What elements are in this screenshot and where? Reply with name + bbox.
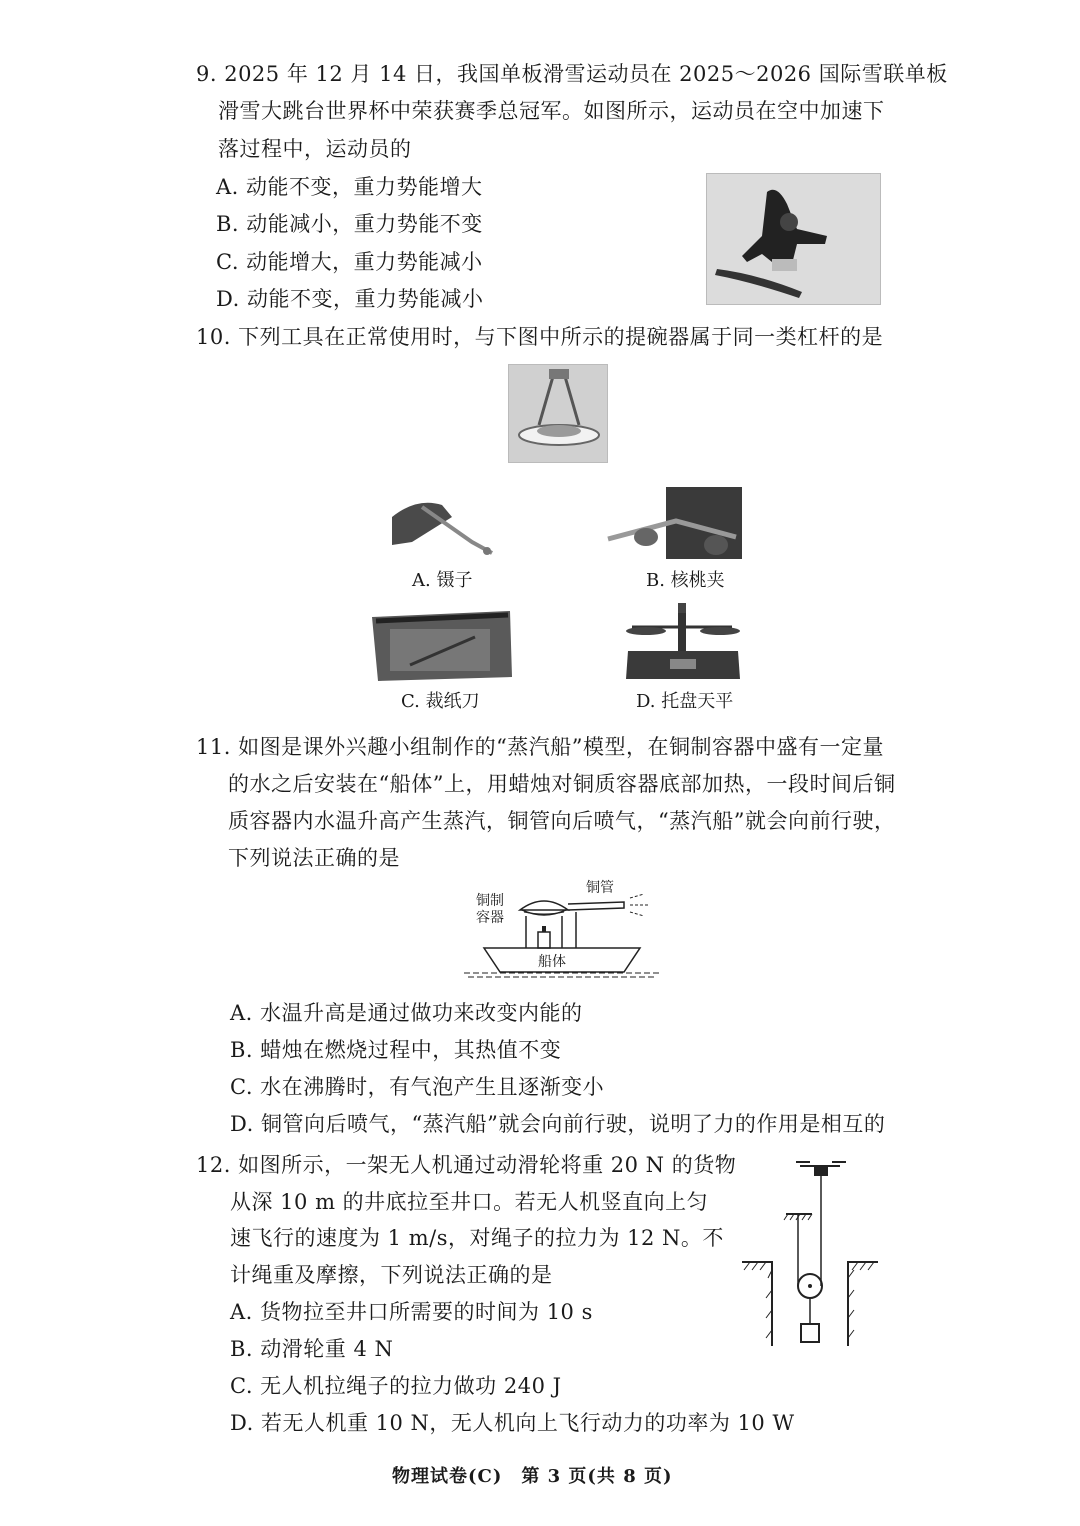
q9-stem-line-1: 9. 2025 年 12 月 14 日，我国单板滑雪运动员在 2025～2026 国际雪联单板 — [196, 62, 948, 86]
q12-option-a[interactable]: A. 货物拉至井口所需要的时间为 10 s — [230, 1300, 593, 1324]
q12-option-c[interactable]: C. 无人机拉绳子的拉力做功 240 J — [230, 1374, 562, 1398]
q12-stem-line-2: 从深 10 m 的井底拉至井口。若无人机竖直向上匀 — [230, 1190, 709, 1214]
page-footer: 物理试卷(C) 第 3 页(共 8 页) — [392, 1466, 673, 1487]
q11-stem-line-3: 质容器内水温升高产生蒸汽，铜管向后喷气，“蒸汽船”就会向前行驶， — [228, 809, 896, 833]
q10-stem: 10. 下列工具在正常使用时，与下图中所示的提碗器属于同一类杠杆的是 — [196, 325, 884, 349]
snowboarder-photo — [706, 173, 881, 305]
q12-stem-line-1: 12. 如图所示，一架无人机通过动滑轮将重 20 N 的货物 — [196, 1153, 737, 1177]
q11-stem-line-2: 的水之后安装在“船体”上，用蜡烛对铜质容器底部加热，一段时间后铜 — [228, 772, 896, 796]
q11-option-b[interactable]: B. 蜡烛在燃烧过程中，其热值不变 — [230, 1038, 562, 1062]
q10-option-c[interactable]: C. 裁纸刀 — [401, 691, 480, 712]
drone-pulley-diagram — [740, 1158, 880, 1348]
q9-stem-line-3: 落过程中，运动员的 — [218, 137, 412, 161]
q11-option-d[interactable]: D. 铜管向后喷气，“蒸汽船”就会向前行驶，说明了力的作用是相互的 — [230, 1112, 886, 1136]
q9-option-a[interactable]: A. 动能不变，重力势能增大 — [216, 175, 483, 199]
balance-photo — [622, 603, 744, 683]
q11-option-c[interactable]: C. 水在沸腾时，有气泡产生且逐渐变小 — [230, 1075, 605, 1099]
q10-option-b[interactable]: B. 核桃夹 — [646, 570, 725, 591]
q10-option-d[interactable]: D. 托盘天平 — [636, 691, 734, 712]
steamboat-diagram — [464, 876, 660, 984]
q12-option-d[interactable]: D. 若无人机重 10 N，无人机向上飞行动力的功率为 10 W — [230, 1411, 795, 1435]
paper-cutter-photo — [370, 607, 515, 683]
bowl-lifter-photo — [508, 364, 608, 463]
copper-container-label-2: 容器 — [476, 910, 504, 926]
copper-pipe-label: 铜管 — [586, 880, 614, 896]
q9-stem-line-2: 滑雪大跳台世界杯中荣获赛季总冠军。如图所示，运动员在空中加速下 — [218, 99, 885, 123]
q11-stem-line-1: 11. 如图是课外兴趣小组制作的“蒸汽船”模型，在铜制容器中盛有一定量 — [196, 735, 885, 759]
nutcracker-photo — [606, 487, 742, 559]
q9-option-d[interactable]: D. 动能不变，重力势能减小 — [216, 287, 484, 311]
q12-stem-line-4: 计绳重及摩擦，下列说法正确的是 — [230, 1263, 553, 1287]
q9-option-c[interactable]: C. 动能增大，重力势能减小 — [216, 250, 483, 274]
q11-option-a[interactable]: A. 水温升高是通过做功来改变内能的 — [230, 1001, 583, 1025]
q12-option-b[interactable]: B. 动滑轮重 4 N — [230, 1337, 394, 1361]
q9-option-b[interactable]: B. 动能减小，重力势能不变 — [216, 212, 483, 236]
tweezers-photo — [392, 487, 500, 559]
hull-label: 船体 — [538, 954, 566, 970]
q11-stem-line-4: 下列说法正确的是 — [228, 846, 400, 870]
q12-stem-line-3: 速飞行的速度为 1 m/s，对绳子的拉力为 12 N。不 — [230, 1226, 724, 1250]
copper-container-label-1: 铜制 — [476, 893, 504, 909]
q10-option-a[interactable]: A. 镊子 — [412, 570, 473, 591]
